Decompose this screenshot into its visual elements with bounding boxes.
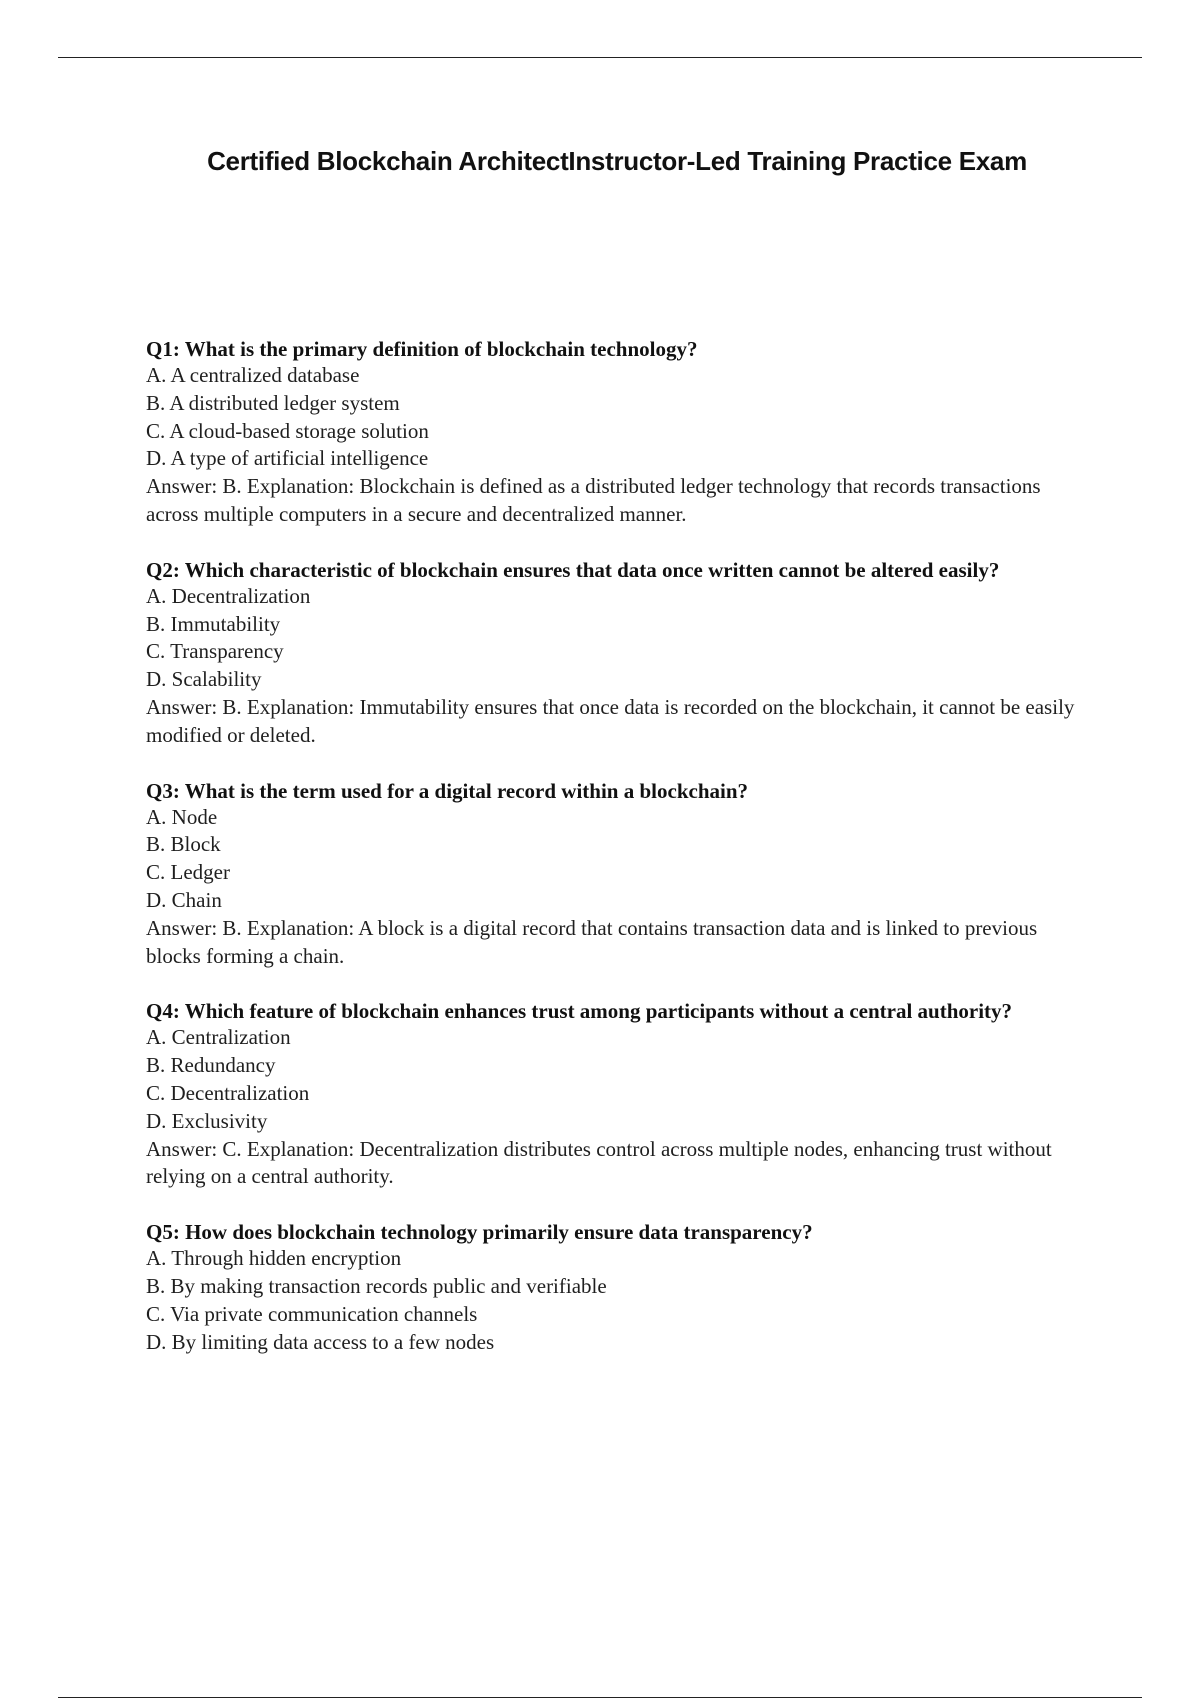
option-c: C. A cloud-based storage solution	[146, 418, 429, 443]
option-b: B. Redundancy	[146, 1053, 276, 1078]
answer-explanation: Answer: B. Explanation: Blockchain is defined as a distributed ledger technology that records transactions across multiple computers in a secure and decentralized manner.	[146, 474, 1041, 526]
question-text: Q1: What is the primary definition of blockchain technology?	[146, 337, 698, 361]
option-d: D. By limiting data access to a few nodes	[146, 1329, 495, 1354]
question-text: Q4: Which feature of blockchain enhances trust among participants without a central authority?	[146, 999, 1013, 1024]
option-c: C. Decentralization	[146, 1080, 310, 1105]
question-5	[146, 1219, 1096, 1356]
option-a: A. Through hidden encryption	[146, 1246, 402, 1271]
option-b: B. By making transaction records public and verifiable	[146, 1273, 607, 1298]
option-b: B. Block	[146, 832, 221, 857]
answer-explanation: Answer: C. Explanation: Decentralization distributes control across multiple nodes, enhancing trust without relying on a central authority.	[146, 1136, 1052, 1189]
answer-explanation: Answer: B. Explanation: A block is a digital record that contains transaction data and is linked to previous blocks forming a chain.	[146, 915, 1038, 968]
option-d: D. A type of artificial intelligence	[146, 446, 429, 471]
option-d: D. Exclusivity	[146, 1108, 268, 1133]
option-d: D. Scalability	[146, 667, 262, 692]
question-2	[146, 557, 1096, 750]
option-c: C. Ledger	[146, 860, 230, 885]
option-c: C. Transparency	[146, 639, 284, 664]
bottom-divider	[58, 1697, 1142, 1698]
option-c: C. Via private communication channels	[146, 1301, 478, 1326]
question-3	[146, 778, 1096, 971]
document-title: Certified Blockchain ArchitectInstructor-Led Training Practice Exam	[207, 146, 1027, 176]
answer-explanation: Answer: B. Explanation: Immutability ensures that once data is recorded on the blockchain, it cannot be easily modified or deleted.	[146, 694, 1075, 747]
question-4	[146, 998, 1096, 1191]
question-1	[146, 336, 1096, 529]
option-a: A. Centralization	[146, 1025, 291, 1050]
question-list	[146, 336, 1096, 1384]
option-a: A. Node	[146, 804, 218, 829]
question-text: Q3: What is the term used for a digital record within a blockchain?	[146, 778, 749, 803]
option-d: D. Chain	[146, 887, 222, 912]
top-divider	[58, 57, 1142, 58]
question-text: Q5: How does blockchain technology primarily ensure data transparency?	[146, 1220, 813, 1245]
option-a: A. Decentralization	[146, 583, 311, 608]
question-text: Q2: Which characteristic of blockchain ensures that data once written cannot be altered easily?	[146, 557, 1000, 582]
option-b: B. Immutability	[146, 611, 281, 636]
option-a: A. A centralized database	[146, 363, 360, 387]
option-b: B. A distributed ledger system	[146, 390, 400, 415]
